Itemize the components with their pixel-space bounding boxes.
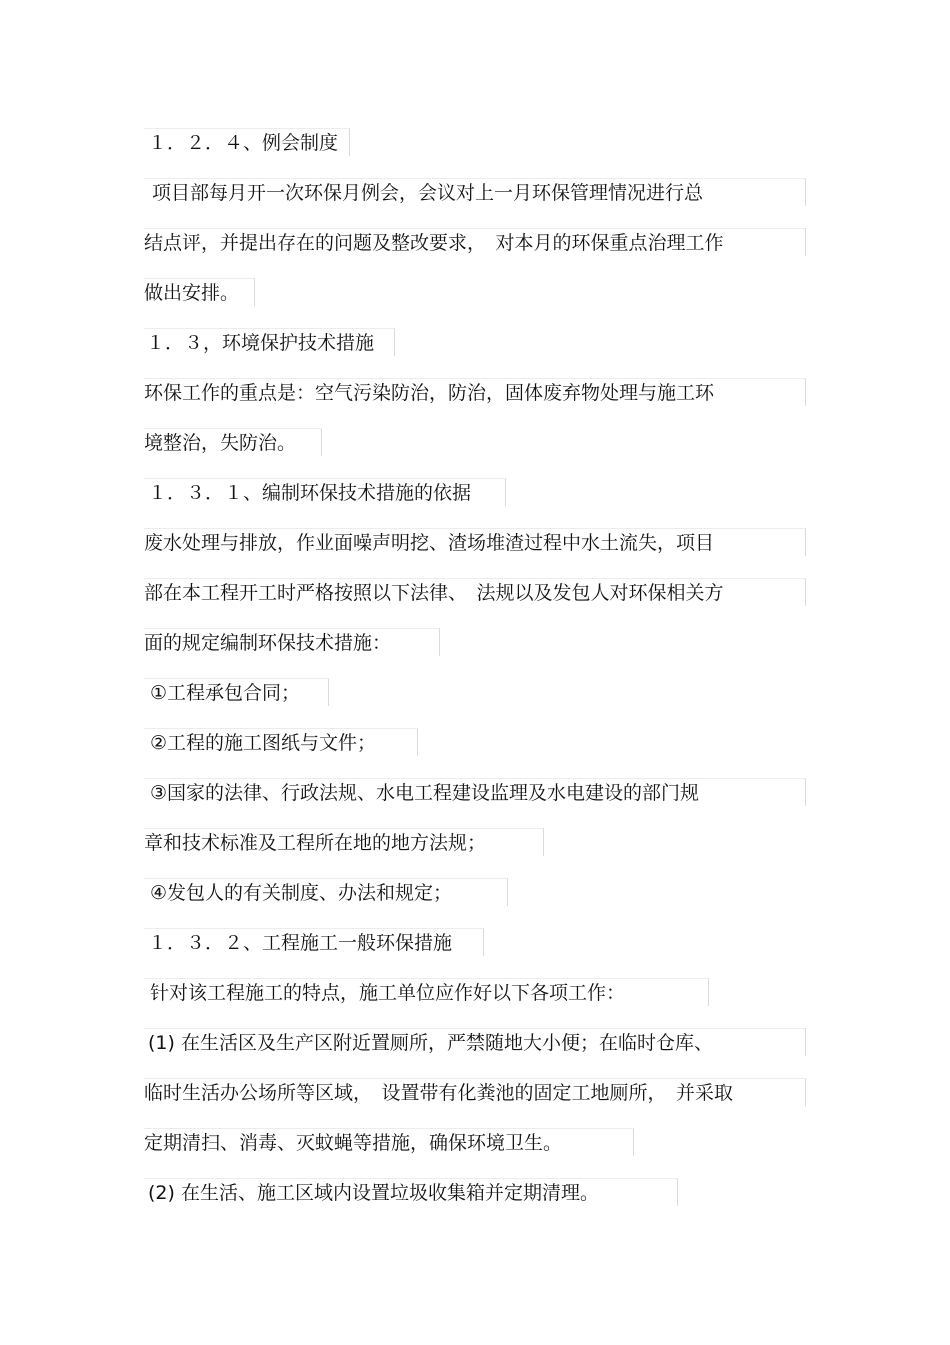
line-text: 做出安排。 <box>144 282 240 304</box>
line-text: ①工程承包合同； <box>150 682 301 704</box>
section-heading-1-3-2 <box>144 928 484 956</box>
paragraph-line <box>144 428 322 456</box>
line-text: ④发包人的有关制度、办法和规定； <box>150 882 453 904</box>
line-text: 章和技术标准及工程所在地的地方法规； <box>144 832 487 854</box>
list-item <box>144 1178 678 1206</box>
line-text: １．３，环境保护技术措施 <box>146 332 375 354</box>
line-text: ③国家的法律、行政法规、水电工程建设监理及水电建设的部门规 <box>150 782 700 804</box>
line-text: 境整治，失防治。 <box>144 432 297 454</box>
section-heading-1-2-4 <box>144 128 350 156</box>
list-item <box>144 878 508 906</box>
section-heading-1-3-1 <box>144 478 506 506</box>
line-text: (1) 在生活区及生产区附近置厕所，严禁随地大小便；在临时仓库、 <box>148 1032 713 1054</box>
line-text: 废水处理与排放，作业面噪声明挖、渣场堆渣过程中水土流失，项目 <box>144 532 715 554</box>
line-text: 针对该工程施工的特点，施工单位应作好以下各项工作： <box>150 982 626 1004</box>
paragraph-line <box>144 828 544 856</box>
line-text: １．３．２、工程施工一般环保措施 <box>148 932 453 954</box>
line-text: 环保工作的重点是：空气污染防治，防治，固体废弃物处理与施工环 <box>144 382 715 404</box>
line-text: (2) 在生活、施工区域内设置垃圾收集箱并定期清理。 <box>148 1182 599 1204</box>
paragraph-line <box>144 528 806 556</box>
line-text: 定期清扫、消毒、灭蚊蝇等措施，确保环境卫生。 <box>144 1132 563 1154</box>
paragraph-line <box>144 1078 806 1106</box>
paragraph-line <box>144 228 806 256</box>
paragraph-line <box>144 978 709 1006</box>
paragraph-line <box>144 378 806 406</box>
line-text: 项目部每月开一次环保月例会，会议对上一月环保管理情况进行总 <box>152 182 704 204</box>
list-item <box>144 778 806 806</box>
line-text: １．２．４、例会制度 <box>148 132 339 154</box>
paragraph-line <box>144 578 806 606</box>
paragraph-line <box>144 278 255 306</box>
paragraph-line <box>144 628 440 656</box>
line-text: ②工程的施工图纸与文件； <box>150 732 377 754</box>
line-text: 面的规定编制环保技术措施： <box>144 632 392 654</box>
paragraph-line <box>144 1128 634 1156</box>
line-text: 结点评，并提出存在的问题及整改要求， 对本月的环保重点治理工作 <box>144 232 724 254</box>
section-heading-1-3 <box>144 328 395 356</box>
line-text: 临时生活办公场所等区域， 设置带有化粪池的固定工地厕所， 并采取 <box>144 1082 734 1104</box>
line-text: １．３．１、编制环保技术措施的依据 <box>148 482 472 504</box>
list-item <box>144 678 329 706</box>
line-text: 部在本工程开工时严格按照以下法律、 法规以及发包人对环保相关方 <box>144 582 724 604</box>
list-item <box>144 1028 806 1056</box>
paragraph-line <box>144 178 806 206</box>
list-item <box>144 728 418 756</box>
